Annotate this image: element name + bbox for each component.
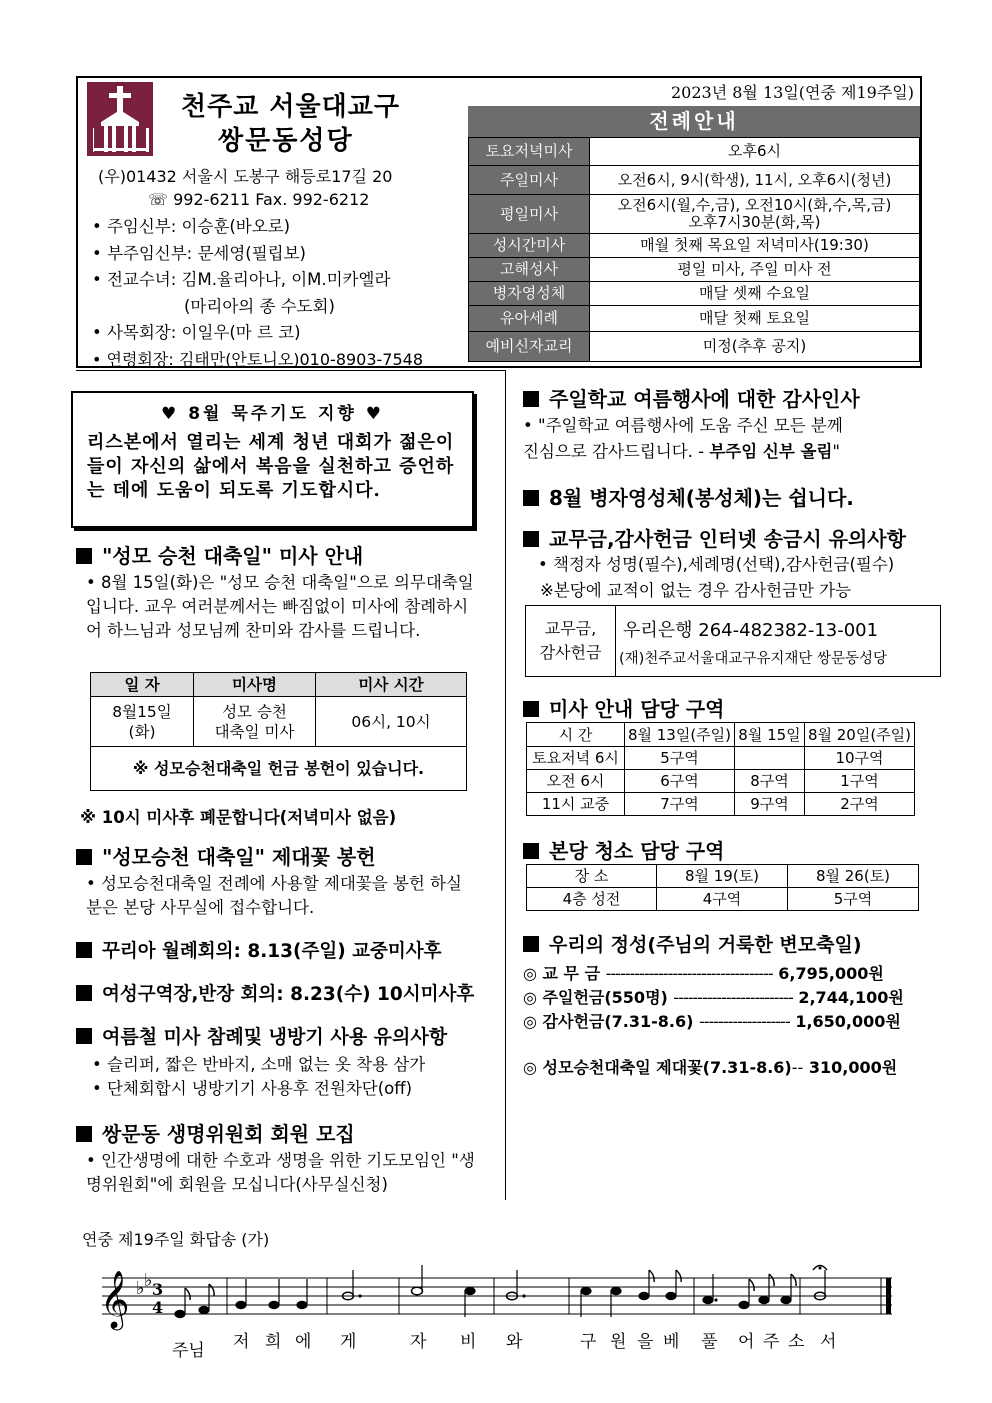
- table-row: 주일미사 오전6시, 9시(학생), 11시, 오후6시(청년): [469, 166, 920, 195]
- staff-item: • 전교수녀: 김M.율리아나, 이M.미카엘라: [92, 270, 391, 289]
- liturgy-guide: [468, 78, 920, 366]
- rosary-intention-title: ♥ 8월 묵주기도 지향 ♥: [161, 404, 384, 424]
- bullet-square-icon: [76, 849, 92, 865]
- lyric: 자: [410, 1332, 427, 1352]
- mass-guide-title: 미사 안내 담당 구역: [523, 693, 724, 722]
- table-row: 시 간 8월 13일(주일) 8월 15일 8월 20일(주일): [527, 723, 915, 747]
- rosary-intention-text: 리스본에서 열리는 세계 청년 대회가 젊은이들이 자신의 삶에서 복음을 실천하고 증언하는 데에 도움이 되도록 기도합시다.: [87, 432, 455, 501]
- table-row: 병자영성체 매달 셋째 수요일: [469, 282, 920, 306]
- staff-item: • 사목회장: 이일우(마 르 코): [92, 323, 301, 342]
- lyric: 에: [295, 1332, 312, 1352]
- lyric: 서: [820, 1332, 837, 1352]
- table-row: 장 소 8월 19(토) 8월 26(토): [527, 865, 919, 888]
- bank-account-number: 우리은행 264-482382-13-001: [623, 620, 879, 641]
- flowers-title: "성모승천 대축일" 제대꽃 봉헌: [76, 841, 376, 870]
- bullet-square-icon: [523, 701, 539, 717]
- thanks-line2: 진심으로 감사드립니다. - 부주임 신부 올림": [523, 442, 840, 461]
- donation-row: ◎ 교 무 금 ----------------------------------- 6,795,000원: [523, 964, 884, 983]
- bulletin-date: 2023년 8월 13일(연중 제19주일): [670, 83, 914, 102]
- rosary-intention-box: [71, 391, 474, 528]
- lyric: 비: [460, 1332, 477, 1352]
- table-row: 평일미사 오전6시(월,수,금), 오전10시(화,수,목,금) 오후7시30분(화,목): [469, 195, 920, 234]
- org-name-line1: 천주교 서울대교구: [181, 92, 400, 122]
- org-name-line2: 쌍문동성당: [218, 126, 354, 156]
- lyric: 원: [610, 1332, 627, 1352]
- table-row: 11시 교중 7구역 9구역 2구역: [527, 793, 915, 816]
- table-row: 토요저녁 6시 5구역 10구역: [527, 747, 915, 770]
- bullet-square-icon: [76, 548, 92, 564]
- sick-communion-notice: 8월 병자영성체(봉성체)는 쉽니다.: [523, 482, 854, 511]
- transfer-line1: • 책정자 성명(필수),세례명(선택),감사헌금(필수): [538, 555, 895, 574]
- table-row: 예비신자교리 미정(추후 공지): [469, 332, 920, 362]
- lyric: 소: [788, 1332, 805, 1352]
- lyric: 게: [340, 1332, 357, 1352]
- bulletin-header: [76, 76, 922, 368]
- staff-list: [92, 214, 472, 373]
- staff-item: (마리아의 종 수도회): [184, 296, 335, 316]
- address: (우)01432 서울시 도봉구 해등로17길 20: [98, 167, 393, 186]
- table-row: 고해성사 평일 미사, 주일 미사 전: [469, 258, 920, 282]
- lyric: 주님: [172, 1341, 205, 1361]
- lyric: 주: [763, 1332, 780, 1352]
- lyric: 와: [506, 1332, 523, 1352]
- psalm-title: 연중 제19주일 화답송 (가): [82, 1230, 270, 1249]
- bullet-square-icon: [76, 1028, 92, 1044]
- thanks-line1: • "주일학교 여름행사에 도움 주신 모든 분께: [523, 416, 843, 435]
- donation-row: ◎ 성모승천대축일 제대꽃(7.31-8.6)-- 310,000원: [523, 1058, 898, 1077]
- lyric: 을: [637, 1332, 654, 1352]
- lyric: 희: [265, 1332, 282, 1352]
- bullet-square-icon: [523, 936, 539, 952]
- svg-text:𝄞: 𝄞: [100, 1270, 130, 1328]
- lyric: 베: [663, 1332, 680, 1352]
- thanks-title: 주일학교 여름행사에 대한 감사인사: [523, 383, 860, 412]
- lyric: 어: [738, 1332, 755, 1352]
- summer-title: 여름철 미사 참례및 냉방기 사용 유의사항: [76, 1022, 447, 1049]
- bullet-square-icon: [76, 1126, 92, 1142]
- mass-guide-table: [526, 722, 915, 816]
- bullet-square-icon: [523, 843, 539, 859]
- staff-item: • 주임신부: 이승훈(바오로): [92, 217, 291, 236]
- bullet-square-icon: [523, 531, 539, 547]
- liturgy-table: [468, 137, 920, 362]
- closing-notice: ※ 10시 미사후 폐문합니다(저녁미사 없음): [80, 808, 397, 827]
- lyric: 구: [580, 1332, 597, 1352]
- cleaning-table: [526, 864, 919, 911]
- women-meeting-notice: 여성구역장,반장 회의: 8.23(수) 10시미사후: [76, 980, 474, 1006]
- staff-item: • 부주임신부: 문세영(필립보): [92, 243, 306, 263]
- section-divider: [76, 370, 506, 371]
- assumption-title: "성모 승천 대축일" 미사 안내: [76, 540, 363, 569]
- church-logo-icon: [87, 82, 153, 156]
- lyric: 풀: [701, 1332, 718, 1352]
- transfer-title: 교무금,감사헌금 인터넷 송금시 유의사항: [523, 523, 906, 552]
- summer-item: • 단체회합시 냉방기기 사용후 전원차단(off): [92, 1079, 413, 1098]
- donations-title: 우리의 정성(주님의 거룩한 변모축일): [523, 930, 862, 957]
- bullet-square-icon: [523, 391, 539, 407]
- table-row: 오전 6시 6구역 8구역 1구역: [527, 770, 915, 793]
- table-row: 유아세례 매달 첫째 토요일: [469, 306, 920, 332]
- table-row: ※ 성모승천대축일 헌금 봉헌이 있습니다.: [91, 747, 467, 791]
- staff-item: • 연령회장: 김태만(안토니오)010-8903-7548: [92, 349, 424, 369]
- liturgy-title: 전례안내: [468, 106, 920, 137]
- bullet-square-icon: [523, 490, 539, 506]
- svg-text:♭: ♭: [144, 1270, 153, 1291]
- bullet-square-icon: [76, 942, 92, 958]
- curia-notice: 꾸리아 월례회의: 8.13(주일) 교중미사후: [76, 937, 441, 963]
- transfer-line2: ※본당에 교적이 없는 경우 감사헌금만 가능: [540, 581, 852, 600]
- table-row: 토요저녁미사 오후6시: [469, 138, 920, 166]
- column-divider: [505, 370, 506, 1200]
- table-row: 8월15일 (화) 성모 승천 대축일 미사 06시, 10시: [91, 697, 467, 747]
- svg-text:4: 4: [152, 1298, 164, 1317]
- flowers-text: • 성모승천대축일 전례에 사용할 제대꽃을 봉헌 하실 분은 본당 사무실에 접수합니다.: [86, 874, 462, 917]
- life-committee-title: 쌍문동 생명위원회 회원 모집: [76, 1118, 355, 1147]
- parish-info: [78, 78, 468, 369]
- table-row: 성시간미사 매월 첫째 목요일 저녁미사(19:30): [469, 234, 920, 258]
- bank-account-box: [525, 605, 941, 677]
- phone-fax: ☏ 992-6211 Fax. 992-6212: [148, 190, 370, 209]
- lyric: 저: [233, 1332, 250, 1352]
- account-holder: (재)천주교서울대교구유지재단 쌍문동성당: [619, 651, 888, 667]
- assumption-table: [90, 672, 467, 791]
- cleaning-title: 본당 청소 담당 구역: [523, 835, 724, 864]
- table-row: 4층 성전 4구역 5구역: [527, 888, 919, 911]
- bullet-square-icon: [76, 985, 92, 1001]
- summer-item: • 슬리퍼, 짧은 반바지, 소매 없는 옷 착용 삼가: [92, 1055, 426, 1074]
- life-committee-text: • 인간생명에 대한 수호과 생명을 위한 기도모임인 "생명위원회"에 회원을 모십니다(사무실신청): [86, 1151, 475, 1194]
- donation-row: ◎ 감사헌금(7.31-8.6) ------------------- 1,650,000원: [523, 1012, 901, 1031]
- svg-text:3: 3: [152, 1280, 164, 1299]
- bank-label: 교무금, 감사헌금: [526, 606, 616, 676]
- assumption-text: • 8월 15일(화)은 "성모 승천 대축일"으로 의무대축일입니다. 교우 여러분께서는 빠짐없이 미사에 참례하시어 하느님과 성모님께 찬미와 감사를 드립니다.: [86, 573, 474, 640]
- table-row: 일 자 미사명 미사 시간: [91, 673, 467, 697]
- svg-text:♭: ♭: [136, 1278, 145, 1299]
- donation-row: ◎ 주일헌금(550명) ------------------------- 2,744,100원: [523, 988, 904, 1007]
